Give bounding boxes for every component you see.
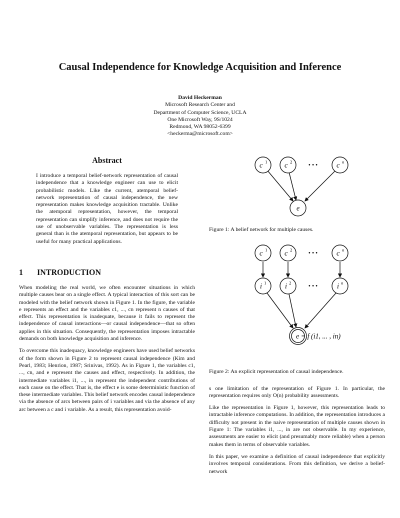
node-cn bbox=[332, 245, 348, 261]
node-e-label: e bbox=[296, 204, 300, 213]
affiliation-line: Redmond, WA 98052-6399 bbox=[169, 124, 231, 131]
node-c2 bbox=[280, 157, 296, 173]
node-c1-label: c bbox=[259, 249, 263, 258]
arc-in-e bbox=[305, 293, 336, 328]
author-block bbox=[0, 95, 400, 139]
node-cn-label: c bbox=[336, 161, 340, 170]
author-email: <heckerma@microsoft.com> bbox=[167, 131, 233, 138]
node-cn-sup: n bbox=[342, 159, 345, 165]
figure-2-diagram bbox=[209, 244, 385, 360]
abstract-text: I introduce a temporal belief-network representation of causal independence that a knowledge engineer can use to elicit probabilistic models. Like the current, atemporal belief-network representation of causal independence, the new representation makes knowledge acquisition tractable. Unlike the atemporal representation, however, the temporal representation can simplify inference, and does not require the use of unobservable variables. The representation is less general than is the atemporal representation, but appears to be useful for many practical applications. bbox=[36, 173, 178, 245]
node-c1-sup: 1 bbox=[265, 159, 268, 165]
node-i2 bbox=[280, 278, 296, 294]
section-number: 1 bbox=[19, 267, 23, 277]
left-column bbox=[19, 156, 195, 419]
figure-2 bbox=[209, 244, 385, 376]
node-cn-sup: n bbox=[342, 247, 345, 253]
node-c1-label: c bbox=[259, 161, 263, 170]
arc-i1-e bbox=[267, 293, 293, 328]
node-c2 bbox=[280, 245, 296, 261]
arc-c1-e bbox=[267, 170, 293, 201]
paper-title: Causal Independence for Knowledge Acquisition and Inference bbox=[58, 62, 342, 73]
node-in-label: i bbox=[337, 282, 339, 291]
node-i2-label: i bbox=[285, 282, 287, 291]
intro-paragraph-2: To overcome this inadequacy, knowledge engineers have used belief networks of the form shown in Figure 2 to represent causal independence (Kim and Pearl, 1983; Henrion, 1987; Srinivas, 1992). As in Figure 1, the variables c1, ..., cn, and e represent the causes and effect, respectively. In addition, the intermediate variables i1, ..., in represent the independent contributions of each cause on the effect. That is, the effect e is some deterministic function of these intermediate variables. This belief network encodes causal independence via the absence of arcs between pairs of i variables and via the absence of any arc between a c and i variable. As a result, this representation avoid- bbox=[19, 348, 195, 413]
author-name: David Heckerman bbox=[178, 95, 222, 101]
node-cn bbox=[332, 157, 348, 173]
section-heading bbox=[19, 268, 195, 277]
ellipsis: • • • bbox=[308, 163, 318, 169]
node-c1 bbox=[255, 157, 271, 173]
affiliation-line: Microsoft Research Center and bbox=[165, 102, 235, 109]
node-e-function-label: e = f (i1, ... , in) bbox=[296, 332, 341, 341]
affiliation-line: One Microsoft Way, 9S/1024 bbox=[167, 116, 233, 123]
abstract-heading: Abstract bbox=[92, 156, 122, 165]
node-i1-label: i bbox=[260, 282, 262, 291]
node-c2-label: c bbox=[284, 249, 288, 258]
arc-c2-e bbox=[289, 172, 296, 200]
node-c2-sup: 2 bbox=[290, 159, 293, 165]
arc-cn-e bbox=[305, 170, 336, 201]
node-cn-label: c bbox=[336, 249, 340, 258]
node-i1 bbox=[255, 278, 271, 294]
intro-paragraph-1: When modeling the real world, we often encounter situations in which multiple causes bear on a single effect. A typical interaction of this sort can be modeled with the belief network shown in Figure 1. In the figure, the variable e represents an effect and the variables c1, ..., cn represent n causes of that effect. This representation is inadequate, because it fails to represent the independence of causal interactions—or causal independence—that so often applies in this situation. Consequently, the representation imposes intractable demands on both knowledge acquisition and inference. bbox=[19, 284, 195, 343]
node-c1 bbox=[255, 245, 271, 261]
node-in bbox=[332, 278, 348, 294]
figure-1-diagram bbox=[209, 156, 385, 218]
affiliation-line: Department of Computer Science, UCLA bbox=[153, 109, 247, 116]
node-i2-sup: 2 bbox=[289, 280, 292, 286]
ellipsis: • • • bbox=[308, 284, 318, 291]
right-paragraph-3: In this paper, we examine a definition of causal independence that explicitly involves temporal considerations. From this definition, we derive a belief-network bbox=[209, 453, 385, 475]
right-paragraph-1: s one limitation of the representation of Figure 1. In particular, the representation requires only O(n) probability assessments. bbox=[209, 385, 385, 399]
figure-1 bbox=[209, 156, 385, 234]
node-i1-sup: 1 bbox=[264, 280, 267, 286]
right-column bbox=[209, 156, 385, 481]
node-c2-label: c bbox=[284, 161, 288, 170]
figure-1-caption: Figure 1: A belief network for multiple causes. bbox=[209, 227, 314, 233]
figure-2-caption: Figure 2: An explicit representation of causal independence. bbox=[209, 369, 344, 376]
node-c1-sup: 1 bbox=[265, 247, 268, 253]
arc-i2-e bbox=[289, 294, 296, 327]
right-paragraph-2: Like the representation in Figure 1, however, this representation leads to intractable inference computations. In addition, the representation introduces a difficulty not present in the naive representation of multiple causes shown in Figure 1: The variables i1, ..., in are not observable. In my experience, assessments are easier to elicit (and presumably more reliable) when a person makes them in terms of observable variables. bbox=[209, 405, 385, 448]
ellipsis: • • • bbox=[308, 251, 318, 258]
node-c2-sup: 2 bbox=[290, 247, 293, 253]
node-in-sup: n bbox=[341, 280, 344, 286]
section-title: INTRODUCTION bbox=[37, 267, 102, 277]
